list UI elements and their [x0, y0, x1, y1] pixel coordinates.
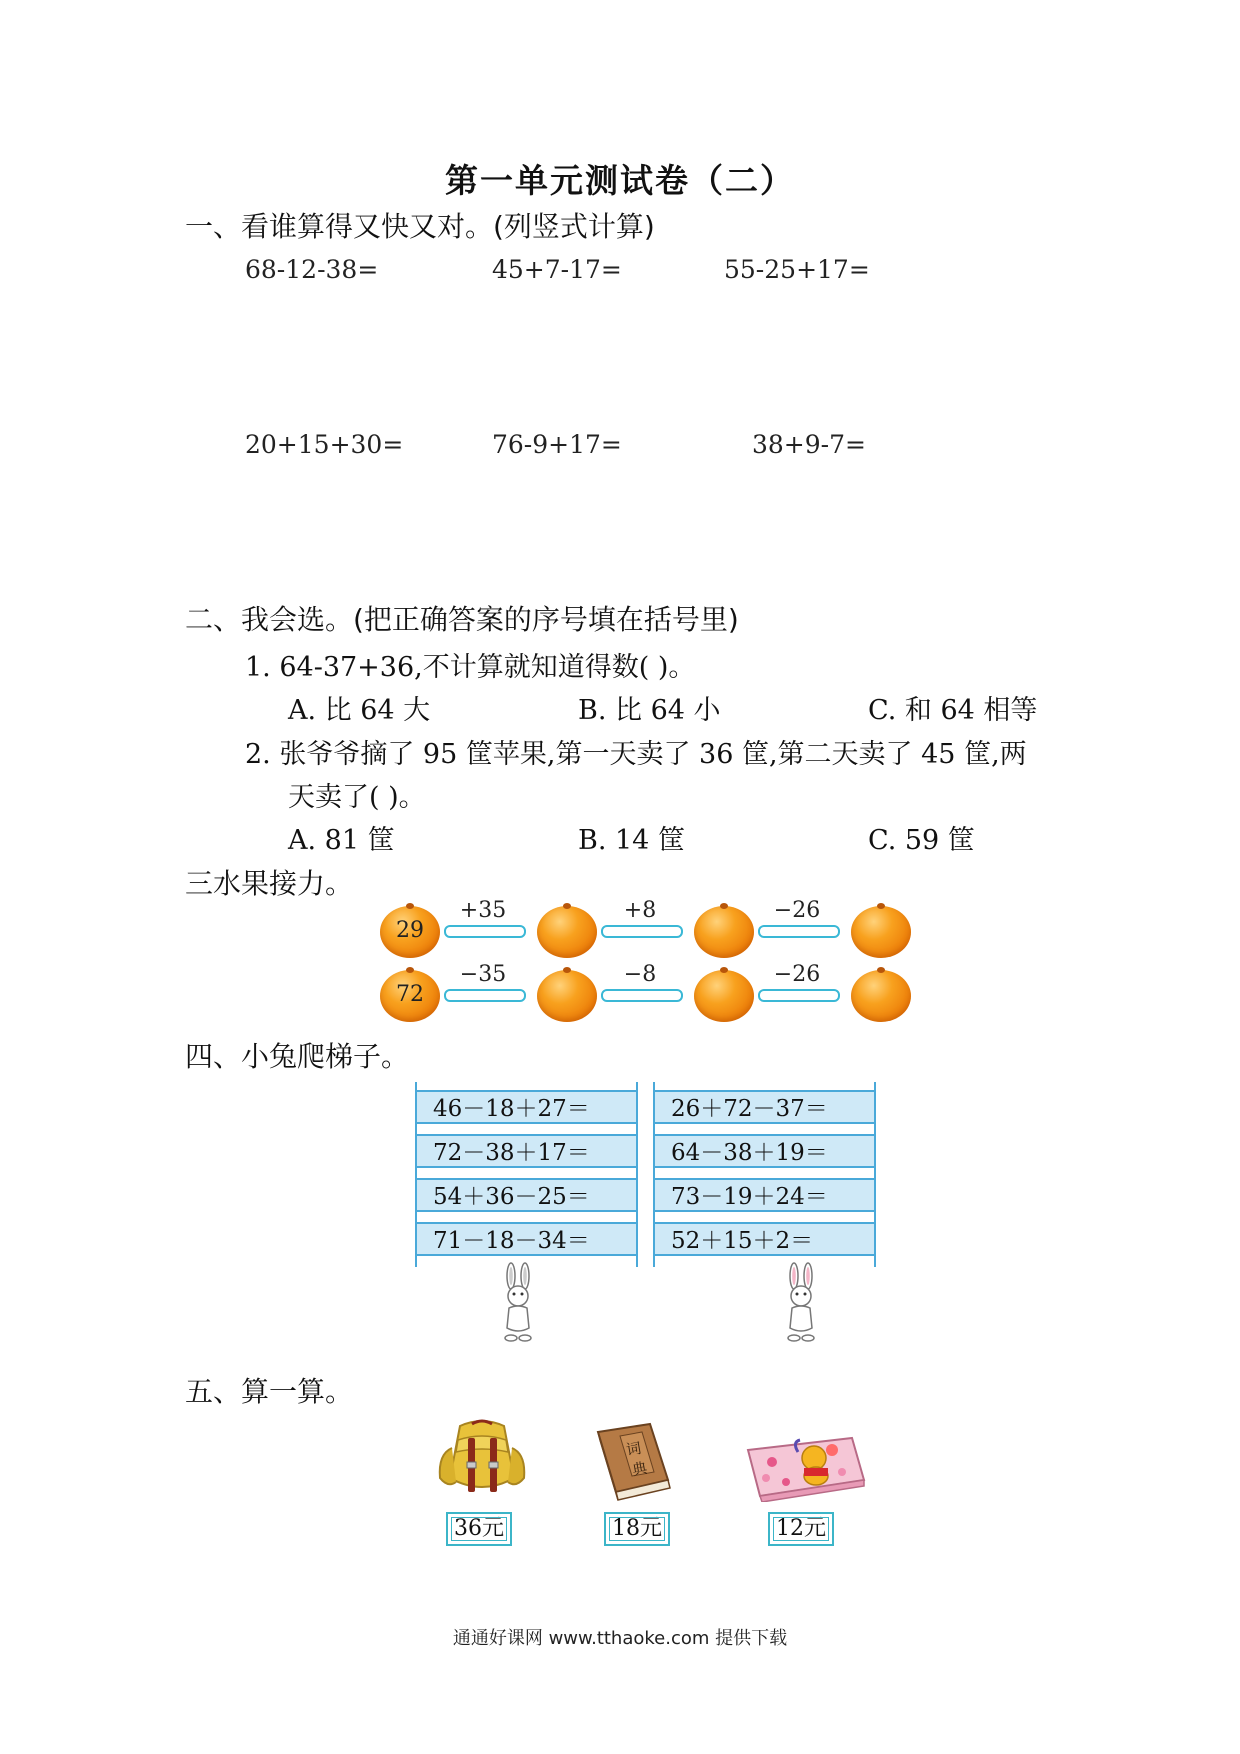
rabbit-icon: [778, 1262, 824, 1344]
operation-label: −35: [459, 962, 507, 987]
orange-icon: [694, 970, 754, 1022]
orange-icon: [851, 906, 911, 958]
pencil-case-icon: [742, 1432, 868, 1502]
ladder-rung: 72－38＋17＝: [417, 1134, 636, 1168]
expression: 38+9-7=: [752, 430, 866, 459]
rabbit-icon: [495, 1262, 541, 1344]
book-char: 典: [630, 1458, 649, 1480]
operation-label: +35: [459, 898, 507, 923]
option-a: A. 比 64 大: [288, 695, 431, 726]
ladder-rung: 46－18＋27＝: [417, 1090, 636, 1124]
book-char: 词: [624, 1438, 643, 1460]
orange-icon: [537, 906, 597, 958]
option-c: C. 59 筐: [868, 825, 975, 856]
expression: 55-25+17=: [724, 255, 870, 284]
option-b: B. 14 筐: [578, 825, 685, 856]
ladder-rail: [636, 1082, 638, 1267]
orange-icon: [380, 970, 440, 1022]
pipe-icon: [444, 925, 526, 938]
orange-icon: [380, 906, 440, 958]
price-tag: 12元: [768, 1512, 834, 1546]
expression: 68-12-38=: [245, 255, 379, 284]
question-1: 1. 64-37+36,不计算就知道得数( )。: [245, 652, 696, 683]
section4-heading: 四、小兔爬梯子。: [185, 1040, 410, 1073]
section1-heading: 一、看谁算得又快又对。(列竖式计算): [185, 210, 655, 243]
operation-label: −26: [773, 898, 821, 923]
option-c: C. 和 64 相等: [868, 695, 1038, 726]
ladder-rail: [874, 1082, 876, 1267]
operation-label: −26: [773, 962, 821, 987]
ladder-rung: 71－18－34＝: [417, 1222, 636, 1256]
orange-icon: [537, 970, 597, 1022]
operation-label: +8: [623, 898, 657, 923]
orange-icon: [694, 906, 754, 958]
expression: 45+7-17=: [492, 255, 622, 284]
ladder-rung: 26＋72－37＝: [655, 1090, 874, 1124]
pipe-icon: [758, 925, 840, 938]
orange-icon: [851, 970, 911, 1022]
expression: 20+15+30=: [245, 430, 404, 459]
ladder-rung: 52＋15＋2＝: [655, 1222, 874, 1256]
section5-heading: 五、算一算。: [185, 1375, 354, 1408]
dictionary-icon: [590, 1422, 674, 1502]
pipe-icon: [601, 989, 683, 1002]
start-number: 29: [396, 918, 424, 943]
expression: 76-9+17=: [492, 430, 622, 459]
pipe-icon: [758, 989, 840, 1002]
footer-credit: 通通好课网 www.tthaoke.com 提供下载: [452, 1628, 788, 1649]
backpack-icon: [430, 1418, 534, 1502]
price-tag: 36元: [446, 1512, 512, 1546]
start-number: 72: [396, 982, 424, 1007]
option-a: A. 81 筐: [288, 825, 395, 856]
ladder-rung: 64－38＋19＝: [655, 1134, 874, 1168]
ladder-rung: 73－19＋24＝: [655, 1178, 874, 1212]
question-2-line1: 2. 张爷爷摘了 95 筐苹果,第一天卖了 36 筐,第二天卖了 45 筐,两: [245, 739, 1027, 770]
price-tag: 18元: [604, 1512, 670, 1546]
section2-heading: 二、我会选。(把正确答案的序号填在括号里): [185, 603, 739, 636]
page-title: 第一单元测试卷（二）: [445, 161, 795, 200]
section3-heading: 三水果接力。: [185, 867, 354, 900]
operation-label: −8: [623, 962, 657, 987]
pipe-icon: [444, 989, 526, 1002]
pipe-icon: [601, 925, 683, 938]
option-b: B. 比 64 小: [578, 695, 721, 726]
ladder-rung: 54＋36－25＝: [417, 1178, 636, 1212]
question-2-line2: 天卖了( )。: [288, 782, 426, 813]
